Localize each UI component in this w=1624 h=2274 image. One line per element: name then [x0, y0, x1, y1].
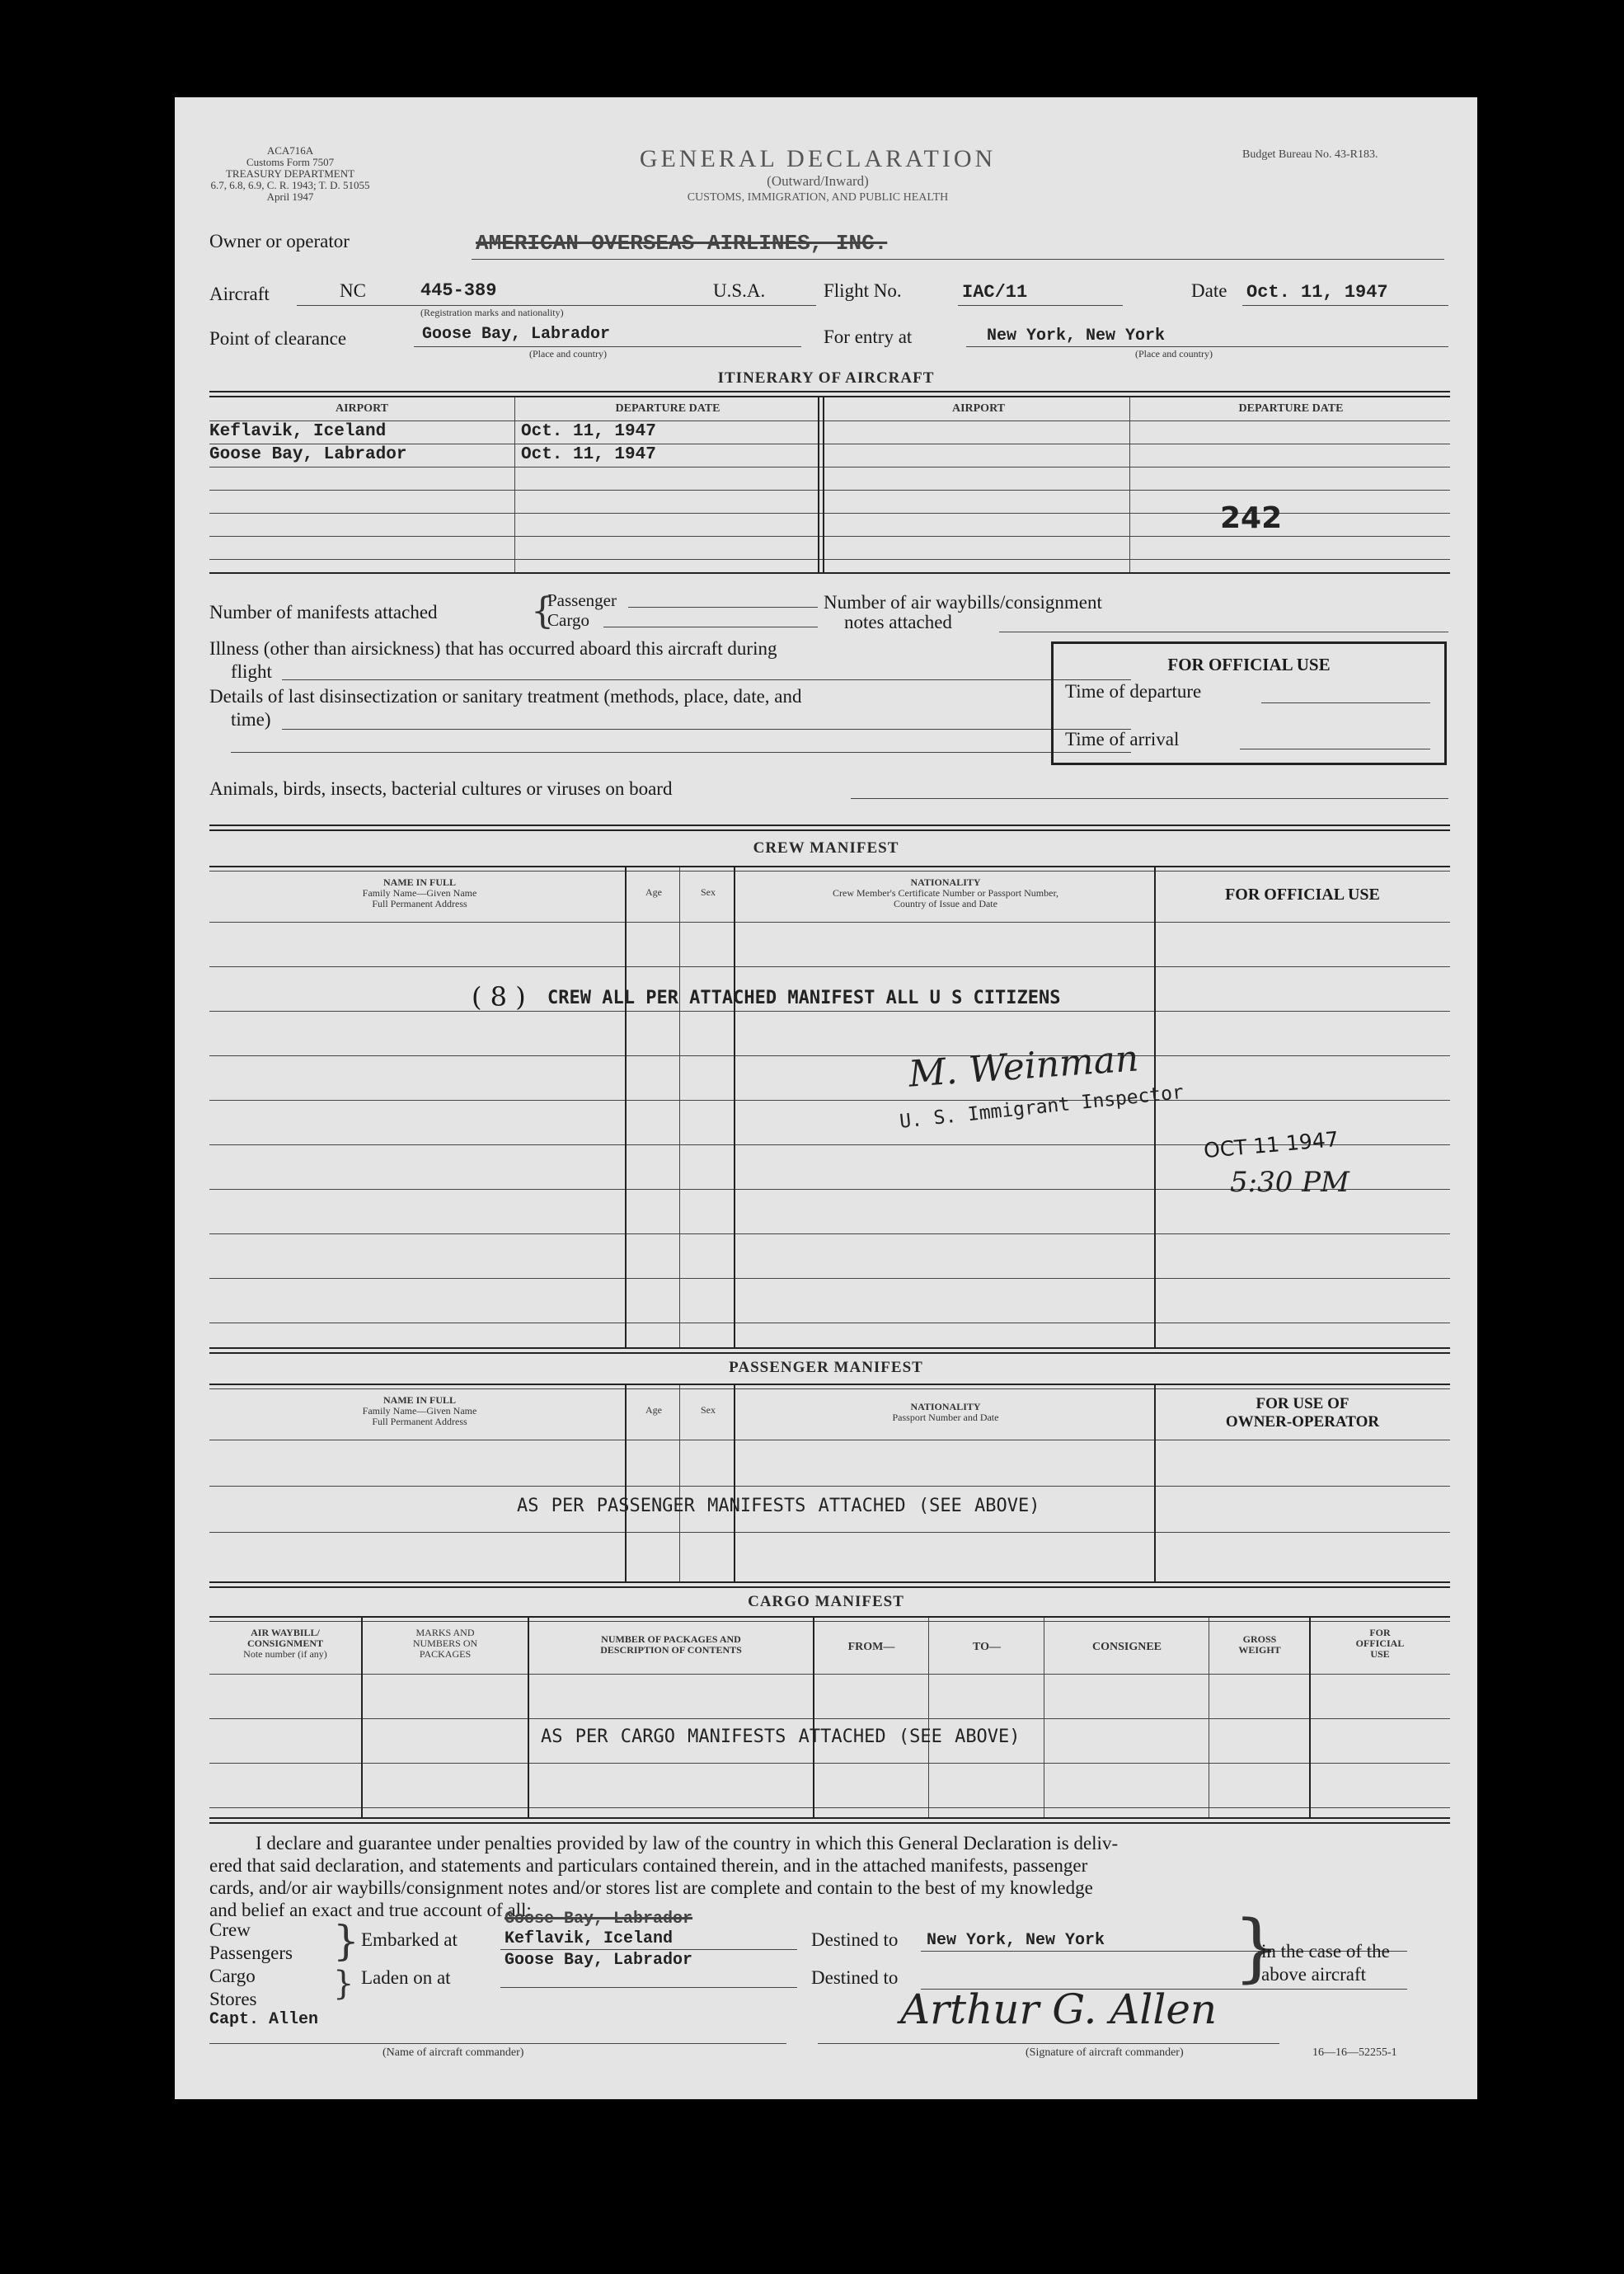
- disinsect-line-2: [231, 752, 1131, 753]
- manifests-brace: {: [531, 590, 554, 632]
- case-line-2: above aircraft: [1261, 1964, 1367, 1985]
- crew-rule-bottom: [209, 1347, 1450, 1349]
- manifest-passenger-line: [628, 607, 818, 608]
- passenger-entry: AS PER PASSENGER MANIFESTS ATTACHED (SEE ABOVE): [517, 1496, 1040, 1516]
- passenger-col-divider: [734, 1385, 735, 1581]
- owner-underline: [472, 259, 1444, 260]
- aircraft-label: Aircraft: [209, 284, 270, 304]
- illness-line: [282, 679, 1131, 680]
- cargo-col-packages-line: NUMBER OF PACKAGES AND: [601, 1633, 741, 1645]
- crew-col-name-line: Family Name—Given Name: [362, 887, 477, 899]
- aircraft-country: U.S.A.: [713, 280, 766, 301]
- passenger-row-line: [209, 1532, 1450, 1533]
- cargo-col-official-line: OFFICIAL: [1355, 1637, 1405, 1649]
- manifest-passenger-label: Passenger: [547, 590, 617, 610]
- destined-value: New York, New York: [927, 1931, 1105, 1950]
- crew-row-line: [209, 1055, 1450, 1056]
- itinerary-col-date-2: DEPARTURE DATE: [1238, 402, 1344, 415]
- inspection-stamp-date: OCT 11 1947: [1203, 1126, 1340, 1163]
- commander-name: Capt. Allen: [209, 2010, 319, 2029]
- itinerary-date-2: Oct. 11, 1947: [521, 445, 656, 464]
- itinerary-airport-2: Goose Bay, Labrador: [209, 445, 407, 464]
- arrival-time-label: Time of arrival: [1065, 729, 1180, 749]
- crew-row-line: [209, 922, 1450, 923]
- declaration-line: ered that said declaration, and statements and particulars contained therein, and in the attached manifests, passenger: [209, 1855, 1088, 1876]
- crew-rule-head-2: [209, 871, 1450, 872]
- signature-caption: (Signature of aircraft commander): [1026, 2046, 1184, 2059]
- owner-label: Owner or operator: [209, 231, 350, 251]
- crew-col-divider: [679, 867, 680, 1347]
- itinerary-rule-top: [209, 391, 1450, 392]
- crew-col-official: FOR OFFICIAL USE: [1225, 886, 1380, 904]
- passenger-col-name-line: NAME IN FULL: [383, 1394, 456, 1406]
- commander-name-line: [209, 2043, 786, 2044]
- print-code: 16—16—52255-1: [1312, 2046, 1397, 2059]
- embarked-value-1: Keflavik, Iceland: [505, 1929, 674, 1948]
- form-title: GENERAL DECLARATION: [639, 145, 997, 172]
- clearance-label: Point of clearance: [209, 328, 347, 349]
- cargo-col-divider: [361, 1618, 363, 1817]
- cargo-col-consignee: CONSIGNEE: [1091, 1641, 1162, 1653]
- official-use-title: FOR OFFICIAL USE: [1167, 655, 1331, 674]
- registration-caption: (Registration marks and nationality): [420, 307, 564, 318]
- passenger-rule-head: [209, 1384, 1450, 1385]
- cargo-col-from: FROM—: [847, 1641, 895, 1653]
- cargo-col-waybill-line: AIR WAYBILL/: [251, 1627, 320, 1638]
- declaration-line: I declare and guarantee under penalties provided by law of the country in which this General Declaration is deliv-: [256, 1833, 1119, 1853]
- embarked-value-struck: Goose Bay, Labrador: [505, 1910, 693, 1929]
- date-label: Date: [1191, 280, 1227, 301]
- embarked-value-2: Goose Bay, Labrador: [505, 1951, 693, 1970]
- waybills-label-1: Number of air waybills/consignment: [824, 592, 1102, 613]
- cargo-col-weight-line: GROSS: [1242, 1633, 1277, 1645]
- itinerary-col-divider: [1129, 397, 1130, 572]
- passenger-rule-head-2: [209, 1388, 1450, 1389]
- cargo-col-to: TO—: [973, 1641, 1001, 1653]
- passenger-col-nationality: [735, 1402, 1156, 1423]
- passenger-col-nat-line: NATIONALITY: [910, 1401, 981, 1412]
- itinerary-stamp-number: 242: [1220, 501, 1283, 535]
- crew-col-nat-line: NATIONALITY: [910, 876, 981, 888]
- aircraft-prefix: NC: [340, 280, 366, 301]
- cargo-col-divider: [813, 1618, 814, 1817]
- illness-label-1: Illness (other than airsickness) that has occurred aboard this aircraft during: [209, 638, 777, 659]
- itinerary-col-date-1: DEPARTURE DATE: [615, 402, 720, 415]
- passenger-col-nat-line: Passport Number and Date: [892, 1412, 999, 1423]
- itinerary-date-1: Oct. 11, 1947: [521, 422, 656, 441]
- cargo-row-line: [209, 1674, 1450, 1675]
- flight-label: Flight No.: [824, 280, 902, 301]
- declaration-brace-left-2: }: [333, 1965, 354, 2003]
- passenger-col-sex: Sex: [701, 1404, 716, 1416]
- passenger-title: PASSENGER MANIFEST: [729, 1359, 923, 1376]
- cargo-col-divider: [1309, 1618, 1311, 1817]
- passenger-col-name-line: Family Name—Given Name: [362, 1405, 477, 1417]
- declaration-line: cards, and/or air waybills/consignment notes and/or stores list are complete and contain to the best of my knowledge: [209, 1877, 1093, 1898]
- entry-underline: [966, 346, 1448, 347]
- form-line: Customs Form 7507: [246, 156, 335, 168]
- passenger-col-name: [209, 1395, 630, 1427]
- cargo-rule-top: [209, 1586, 1450, 1588]
- disinsect-label-2: time): [231, 709, 271, 730]
- aircraft-registration: 445-389: [420, 280, 497, 301]
- cargo-col-packages: [529, 1634, 813, 1656]
- crew-col-nat-line: Crew Member's Certificate Number or Passport Number,: [833, 887, 1058, 899]
- clearance-underline: [414, 346, 801, 347]
- flight-underline: [958, 305, 1123, 306]
- crew-rule-top-2: [209, 829, 1450, 831]
- passenger-col-owner: [1156, 1395, 1449, 1431]
- crew-rule-top: [209, 825, 1450, 826]
- crew-col-name: [209, 877, 630, 909]
- itinerary-row-line: [209, 559, 1450, 560]
- declaration-text: [209, 1832, 1118, 1921]
- itinerary-rule-bottom: [209, 572, 1450, 574]
- disinsect-label-1: Details of last disinsectization or sanitary treatment (methods, place, date, and: [209, 686, 802, 707]
- manifest-cargo-label: Cargo: [547, 610, 589, 630]
- departure-time-line: [1261, 702, 1430, 703]
- form-agencies: CUSTOMS, IMMIGRATION, AND PUBLIC HEALTH: [687, 191, 949, 204]
- declaration-item-stores: Stores: [209, 1989, 257, 2009]
- itinerary-center-divider-2: [823, 397, 824, 572]
- crew-row-line: [209, 1278, 1450, 1279]
- cargo-col-marks-line: NUMBERS ON: [412, 1637, 478, 1649]
- cargo-title: CARGO MANIFEST: [748, 1593, 904, 1610]
- form-line: 6.7, 6.8, 6.9, C. R. 1943; T. D. 51055: [210, 179, 370, 191]
- crew-col-name-line: Full Permanent Address: [372, 898, 467, 909]
- itinerary-row-line: [209, 490, 1450, 491]
- inspection-time: 5:30 PM: [1230, 1166, 1349, 1199]
- crew-rule-head: [209, 866, 1450, 867]
- aircraft-underline: [297, 305, 816, 306]
- itinerary-rule-top-2: [209, 396, 1450, 397]
- passenger-row-line: [209, 1486, 1450, 1487]
- case-line-1: in the case of the: [1261, 1941, 1390, 1962]
- signature-line: [818, 2043, 1279, 2044]
- declaration-line: and belief an exact and true account of all:: [209, 1900, 532, 1920]
- cargo-col-divider: [928, 1618, 929, 1817]
- crew-col-sex: Sex: [701, 886, 716, 898]
- cargo-col-official-line: FOR: [1369, 1627, 1391, 1638]
- passenger-rule-bottom: [209, 1581, 1450, 1583]
- declaration-form: [175, 97, 1477, 2099]
- passenger-col-divider: [1154, 1385, 1156, 1581]
- form-line: TREASURY DEPARTMENT: [225, 167, 355, 180]
- departure-time-label: Time of departure: [1065, 681, 1202, 702]
- cargo-rule-bottom-2: [209, 1822, 1450, 1824]
- embarked-line: [500, 1949, 797, 1950]
- date-underline: [1242, 305, 1448, 306]
- declaration-brace-left: }: [333, 1917, 359, 1965]
- crew-col-divider: [1154, 867, 1156, 1347]
- cargo-col-waybill-line: Note number (if any): [243, 1648, 327, 1660]
- illness-label-2: flight: [231, 661, 272, 682]
- form-identifier: [208, 145, 373, 203]
- cargo-row-line: [209, 1807, 1450, 1808]
- declaration-item-crew: Crew: [209, 1919, 251, 1940]
- cargo-row-line: [209, 1718, 1450, 1719]
- form-subtitle: (Outward/Inward): [767, 173, 869, 189]
- crew-row-line: [209, 1011, 1450, 1012]
- itinerary-col-divider: [514, 397, 515, 572]
- manifests-label: Number of manifests attached: [209, 602, 438, 623]
- budget-bureau: Budget Bureau No. 43-R183.: [1242, 148, 1378, 161]
- crew-entry: CREW ALL PER ATTACHED MANIFEST ALL U S CITIZENS: [547, 988, 1061, 1008]
- form-line: April 1947: [266, 190, 314, 203]
- cargo-col-waybill-line: CONSIGNMENT: [246, 1637, 323, 1649]
- entry-caption: (Place and country): [1135, 348, 1213, 359]
- cargo-col-marks: [363, 1628, 528, 1660]
- waybills-label-2: notes attached: [844, 612, 952, 632]
- entry-label: For entry at: [824, 327, 913, 347]
- crew-col-name-line: NAME IN FULL: [383, 876, 456, 888]
- cargo-col-official-line: USE: [1370, 1648, 1390, 1660]
- itinerary-center-divider: [818, 397, 819, 572]
- crew-row-line: [209, 1233, 1450, 1234]
- itinerary-row-line: [209, 536, 1450, 537]
- passenger-col-age: Age: [645, 1404, 662, 1416]
- crew-col-age: Age: [645, 886, 662, 898]
- clearance-value: Goose Bay, Labrador: [422, 325, 611, 344]
- cargo-col-divider: [528, 1618, 529, 1817]
- owner-value: AMERICAN OVERSEAS AIRLINES, INC.: [476, 231, 888, 256]
- disinsect-line: [282, 729, 1131, 730]
- destined-label-1: Destined to: [811, 1929, 899, 1950]
- inspector-signature: M. Weinman: [907, 1037, 1140, 1096]
- cargo-col-marks-line: PACKAGES: [419, 1648, 472, 1660]
- crew-col-nationality: [735, 877, 1156, 909]
- passenger-col-owner-line: OWNER-OPERATOR: [1225, 1413, 1380, 1431]
- form-line: ACA716A: [266, 144, 314, 157]
- animals-line: [851, 798, 1448, 799]
- entry-value: New York, New York: [987, 327, 1166, 345]
- cargo-col-marks-line: MARKS AND: [415, 1627, 475, 1638]
- cargo-col-packages-line: DESCRIPTION OF CONTENTS: [600, 1644, 742, 1656]
- crew-row-line: [209, 966, 1450, 967]
- itinerary-col-airport-1: AIRPORT: [335, 402, 389, 415]
- crew-col-nat-line: Country of Issue and Date: [894, 898, 997, 909]
- cargo-col-weight-line: WEIGHT: [1238, 1644, 1281, 1656]
- passenger-col-divider: [679, 1385, 680, 1581]
- crew-row-line: [209, 1100, 1450, 1101]
- crew-title: CREW MANIFEST: [753, 839, 899, 857]
- cargo-entry: AS PER CARGO MANIFESTS ATTACHED (SEE ABOVE): [541, 1727, 1021, 1747]
- declaration-item-cargo: Cargo: [209, 1966, 256, 1986]
- itinerary-airport-1: Keflavik, Iceland: [209, 422, 387, 441]
- destined-label-2: Destined to: [811, 1967, 899, 1988]
- cargo-rule-bottom: [209, 1817, 1450, 1819]
- commander-signature: Arthur G. Allen: [900, 1985, 1218, 2033]
- passenger-col-divider: [625, 1385, 627, 1581]
- clearance-caption: (Place and country): [529, 348, 607, 359]
- laden-line: [500, 1987, 797, 1988]
- cargo-col-official: [1311, 1628, 1449, 1660]
- animals-label: Animals, birds, insects, bacterial cultures or viruses on board: [209, 778, 673, 799]
- crew-count: ( 8 ): [472, 981, 526, 1012]
- passenger-col-owner-line: FOR USE OF: [1256, 1395, 1349, 1412]
- date-value: Oct. 11, 1947: [1246, 282, 1388, 303]
- declaration-item-passengers: Passengers: [209, 1943, 293, 1963]
- embarked-label: Embarked at: [361, 1929, 458, 1950]
- flight-number: IAC/11: [962, 282, 1028, 303]
- crew-col-divider: [625, 867, 627, 1347]
- cargo-rule-head-2: [209, 1621, 1450, 1622]
- cargo-rule-head: [209, 1616, 1450, 1618]
- commander-name-caption: (Name of aircraft commander): [383, 2046, 524, 2059]
- crew-col-divider: [734, 867, 735, 1347]
- cargo-col-weight: [1210, 1634, 1309, 1656]
- laden-label: Laden on at: [361, 1967, 451, 1988]
- passenger-rule-top: [209, 1352, 1450, 1354]
- itinerary-col-airport-2: AIRPORT: [951, 402, 1006, 415]
- itinerary-title: ITINERARY OF AIRCRAFT: [717, 369, 935, 387]
- cargo-col-waybill: [209, 1628, 361, 1660]
- passenger-col-name-line: Full Permanent Address: [372, 1416, 467, 1427]
- inspector-title: U. S. Immigrant Inspector: [899, 1081, 1185, 1133]
- declaration-brace-right: }: [1233, 1905, 1281, 1991]
- cargo-row-line: [209, 1763, 1450, 1764]
